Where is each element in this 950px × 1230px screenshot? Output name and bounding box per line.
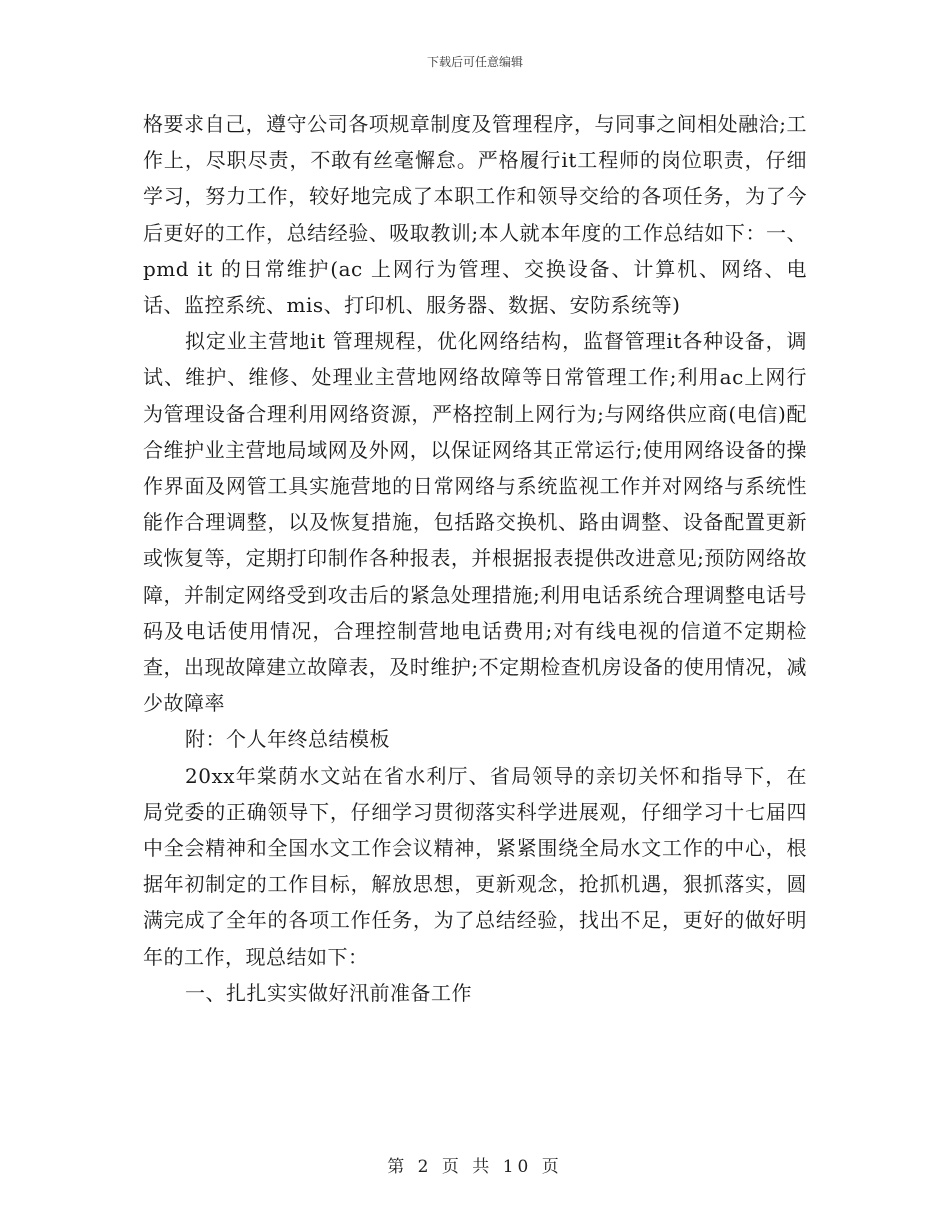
paragraph-annual-summary: 20xx年棠荫水文站在省水利厅、省局领导的亲切关怀和指导下，在局党委的正确领导下，仔细学习贯彻落实科学进展观，仔细学习十七届四中全会精神和全国水文工作会议精神，紧紧围绕全局水文工作的中心，根据年初制定的工作目标，解放思想，更新观念，抢抓机遇，狠抓落实，圆满完成了全年的各项工作任务，为了总结经验，找出不足，更好的做好明年的工作，现总结如下： xyxy=(143,763,807,969)
section-heading-flood-prep: 一、扎扎实实做好汛前准备工作 xyxy=(185,980,472,1005)
document-body xyxy=(143,106,807,1011)
page-header: 下载后可任意编辑 xyxy=(426,55,523,69)
page-footer: 第 2 页 共 10 页 xyxy=(387,1157,563,1177)
paragraph-it-management: 拟定业主营地it 管理规程，优化网络结构，监督管理it各种设备，调试、维护、维修、处理业主营地网络故障等日常管理工作;利用ac上网行为管理设备合理利用网络资源，严格控制上网行为;与网络供应商(电信)配合维护业主营地局域网及外网，以保证网络其正常运行;使用网络设备的操作界面及网管工具实施营地的日常网络与系统监视工作并对网络与系统性能作合理调整，以及恢复措施，包括路交换机、路由调整、设备配置更新或恢复等，定期打印制作各种报表，并根据报表提供改进意见;预防网络故障，并制定网络受到攻击后的紧急处理措施;利用电话系统合理调整电话号码及电话使用情况，合理控制营地电话费用;对有线电视的信道不定期检查，出现故障建立故障表，及时维护;不定期检查机房设备的使用情况，减少故障率 xyxy=(143,329,807,716)
paragraph-appendix-title: 附：个人年终总结模板 xyxy=(185,727,390,752)
paragraph-continuation: 格要求自己，遵守公司各项规章制度及管理程序，与同事之间相处融洽;工作上，尽职尽责，不敢有丝毫懈怠。严格履行it工程师的岗位职责，仔细学习，努力工作，较好地完成了本职工作和领导交给的各项任务，为了今后更好的工作，总结经验、吸取教训;本人就本年度的工作总结如下：一、pmd it 的日常维护(ac 上网行为管理、交换设备、计算机、网络、电话、监控系统、mis、打印机、服务器、数据、安防系统等) xyxy=(143,112,807,318)
